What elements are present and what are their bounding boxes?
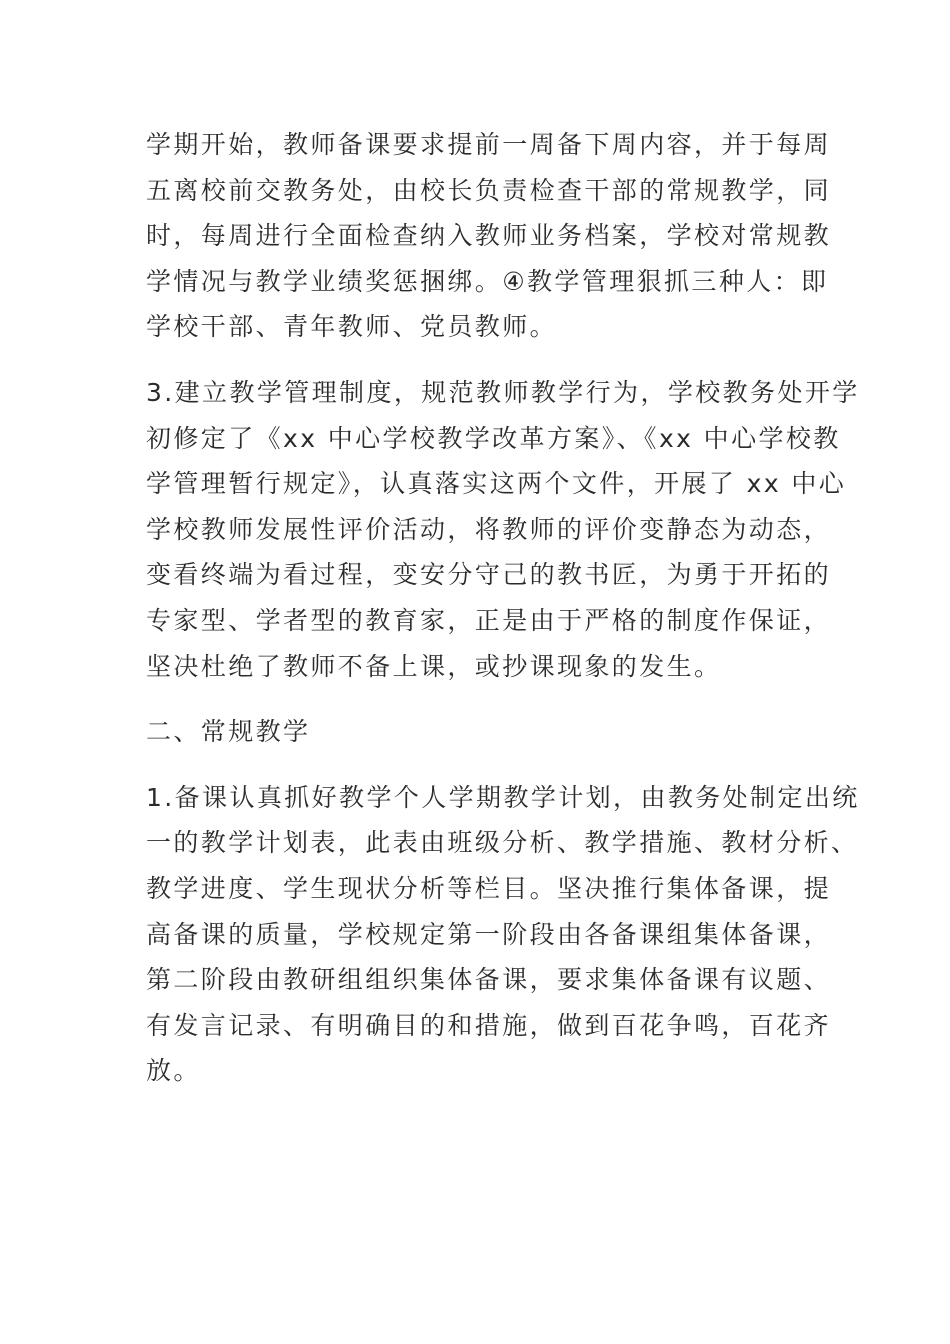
text-line: 1.备课认真抓好教学个人学期教学计划，由教务处制定出统 <box>146 782 860 812</box>
text-line: 第二阶段由教研组组织集体备课，要求集体备课有议题、 <box>146 965 832 995</box>
paragraph-management-system <box>146 370 860 689</box>
text-line: 3.建立教学管理制度，规范教师教学行为，学校教务处开学 <box>146 377 860 407</box>
text-line: 初修定了《xx 中心学校教学改革方案》、《xx 中心学校教 <box>146 423 841 453</box>
heading-text: 二、常规教学 <box>146 717 311 747</box>
section-heading <box>146 709 811 755</box>
text-line: 专家型、学者型的教育家，正是由于严格的制度作保证， <box>146 605 832 635</box>
paragraph-checking-rules <box>146 122 832 350</box>
text-line: 学管理暂行规定》，认真落实这两个文件，开展了 xx 中心 <box>146 469 847 499</box>
text-line: 学校教师发展性评价活动，将教师的评价变静态为动态， <box>146 514 832 544</box>
text-line: 学情况与教学业绩奖惩捆绑。④教学管理狠抓三种人：即 <box>146 266 829 296</box>
text-line: 一的教学计划表，此表由班级分析、教学措施、教材分析、 <box>146 828 859 858</box>
text-line: 变看终端为看过程，变安分守己的教书匠，为勇于开拓的 <box>146 560 832 590</box>
text-line: 高备课的质量，学校规定第一阶段由各备课组集体备课， <box>146 919 832 949</box>
text-line: 五离校前交教务处，由校长负责检查干部的常规教学，同 <box>146 175 832 205</box>
document-body <box>146 122 860 1094</box>
text-line: 时，每周进行全面检查纳入教师业务档案，学校对常规教 <box>146 221 832 251</box>
text-line: 坚决杜绝了教师不备上课，或抄课现象的发生。 <box>146 651 722 681</box>
text-line: 有发言记录、有明确目的和措施，做到百花争鸣，百花齐 <box>146 1010 832 1040</box>
text-line: 教学进度、学生现状分析等栏目。坚决推行集体备课，提 <box>146 873 832 903</box>
text-line: 学期开始，教师备课要求提前一周备下周内容，并于每周 <box>146 130 832 159</box>
paragraph-lesson-preparation <box>146 775 860 1094</box>
text-line: 学校干部、青年教师、党员教师。 <box>146 312 558 342</box>
text-line: 放。 <box>146 1056 201 1086</box>
